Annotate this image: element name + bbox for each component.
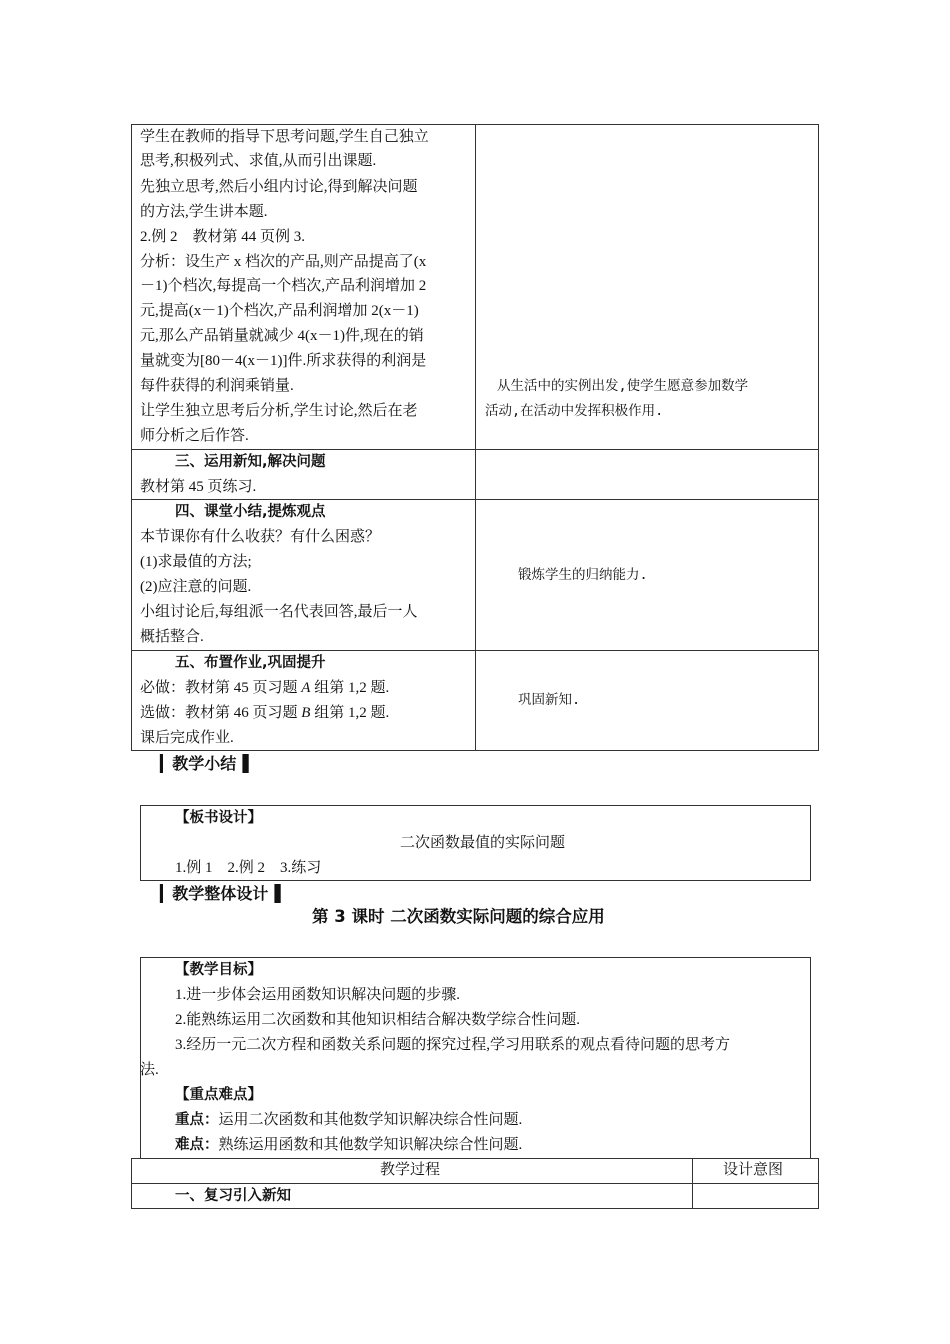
- key-point: 重点：运用二次函数和其他数学知识解决综合性问题.: [175, 1112, 523, 1128]
- table2-header-process: 教学过程: [380, 1162, 441, 1178]
- board-design-items: 1.例 1 2.例 2 3.练习: [175, 860, 322, 876]
- row1-line: 学生在教师的指导下思考问题,学生自己独立: [140, 129, 429, 145]
- row1-line: 元,那么产品销量就减少 4(x－1)件,现在的销: [140, 328, 424, 344]
- row4-heading: 五、布置作业,巩固提升: [175, 655, 326, 671]
- difficulty-point: 难点：熟练运用函数和其他数学知识解决综合性问题.: [175, 1137, 523, 1153]
- row1-line: 先独立思考,然后小组内讨论,得到解决问题: [140, 179, 418, 195]
- row1-line: －1)个档次,每提高一个档次,产品利润增加 2: [140, 278, 427, 294]
- row1-line: 元,提高(x－1)个档次,产品利润增加 2(x－1): [140, 303, 419, 319]
- row3-intent: 锻炼学生的归纳能力.: [518, 567, 648, 583]
- lesson-title: 第 3 课时 二次函数实际问题的综合应用: [312, 907, 605, 926]
- row1-intent-line: 从生活中的实例出发,使学生愿意参加数学: [497, 378, 749, 394]
- table2-row1-heading: 一、复习引入新知: [175, 1188, 291, 1204]
- row1-intent-line: 活动,在活动中发挥积极作用.: [485, 403, 664, 419]
- row2-text: 教材第 45 页练习.: [140, 479, 257, 495]
- table2-header-intent: 设计意图: [723, 1162, 784, 1178]
- goal-1: 1.进一步体会运用函数知识解决问题的步骤.: [175, 987, 461, 1003]
- row1-line: 师分析之后作答.: [140, 428, 249, 444]
- row3-line: 小组讨论后,每组派一名代表回答,最后一人: [140, 604, 418, 620]
- board-design-title: 二次函数最值的实际问题: [400, 835, 566, 851]
- row1-line: 2.例 2 教材第 44 页例 3.: [140, 229, 306, 245]
- row1-line: 每件获得的利润乘销量.: [140, 378, 294, 394]
- row3-line: (1)求最值的方法;: [140, 554, 252, 570]
- row1-line: 让学生独立思考后分析,学生讨论,然后在老: [140, 403, 418, 419]
- row3-line: 概括整合.: [140, 629, 204, 645]
- goal-2: 2.能熟练运用二次函数和其他知识相结合解决数学综合性问题.: [175, 1012, 581, 1028]
- row4-required: 必做：教材第 45 页习题 A 组第 1,2 题.: [140, 680, 390, 696]
- section-overall-design: ▎教学整体设计▐: [160, 884, 281, 903]
- row2-heading: 三、运用新知,解决问题: [175, 454, 326, 470]
- goal-3-line2: 法.: [140, 1062, 159, 1078]
- row1-line: 的方法,学生讲本题.: [140, 204, 268, 220]
- row1-line: 思考,积极列式、求值,从而引出课题.: [140, 153, 377, 169]
- row3-line: 本节课你有什么收获？有什么困惑？: [140, 529, 381, 545]
- key-difficult-label: 【重点难点】: [175, 1087, 262, 1103]
- row3-line: (2)应注意的问题.: [140, 579, 252, 595]
- section-teaching-summary: ▎教学小结▐: [160, 754, 249, 773]
- row4-optional: 选做：教材第 46 页习题 B 组第 1,2 题.: [140, 705, 390, 721]
- row1-line: 分析：设生产 x 档次的产品,则产品提高了(x: [140, 254, 427, 270]
- row1-line: 量就变为[80－4(x－1)]件.所求获得的利润是: [140, 353, 427, 369]
- goals-label: 【教学目标】: [175, 962, 262, 978]
- board-design-label: 【板书设计】: [175, 810, 262, 826]
- row3-heading: 四、课堂小结,提炼观点: [175, 504, 326, 520]
- row4-after-class: 课后完成作业.: [140, 730, 234, 746]
- table1-column-divider: [475, 124, 476, 751]
- row4-intent: 巩固新知.: [518, 692, 581, 708]
- goal-3-line1: 3.经历一元二次方程和函数关系问题的探究过程,学习用联系的观点看待问题的思考方: [175, 1037, 731, 1053]
